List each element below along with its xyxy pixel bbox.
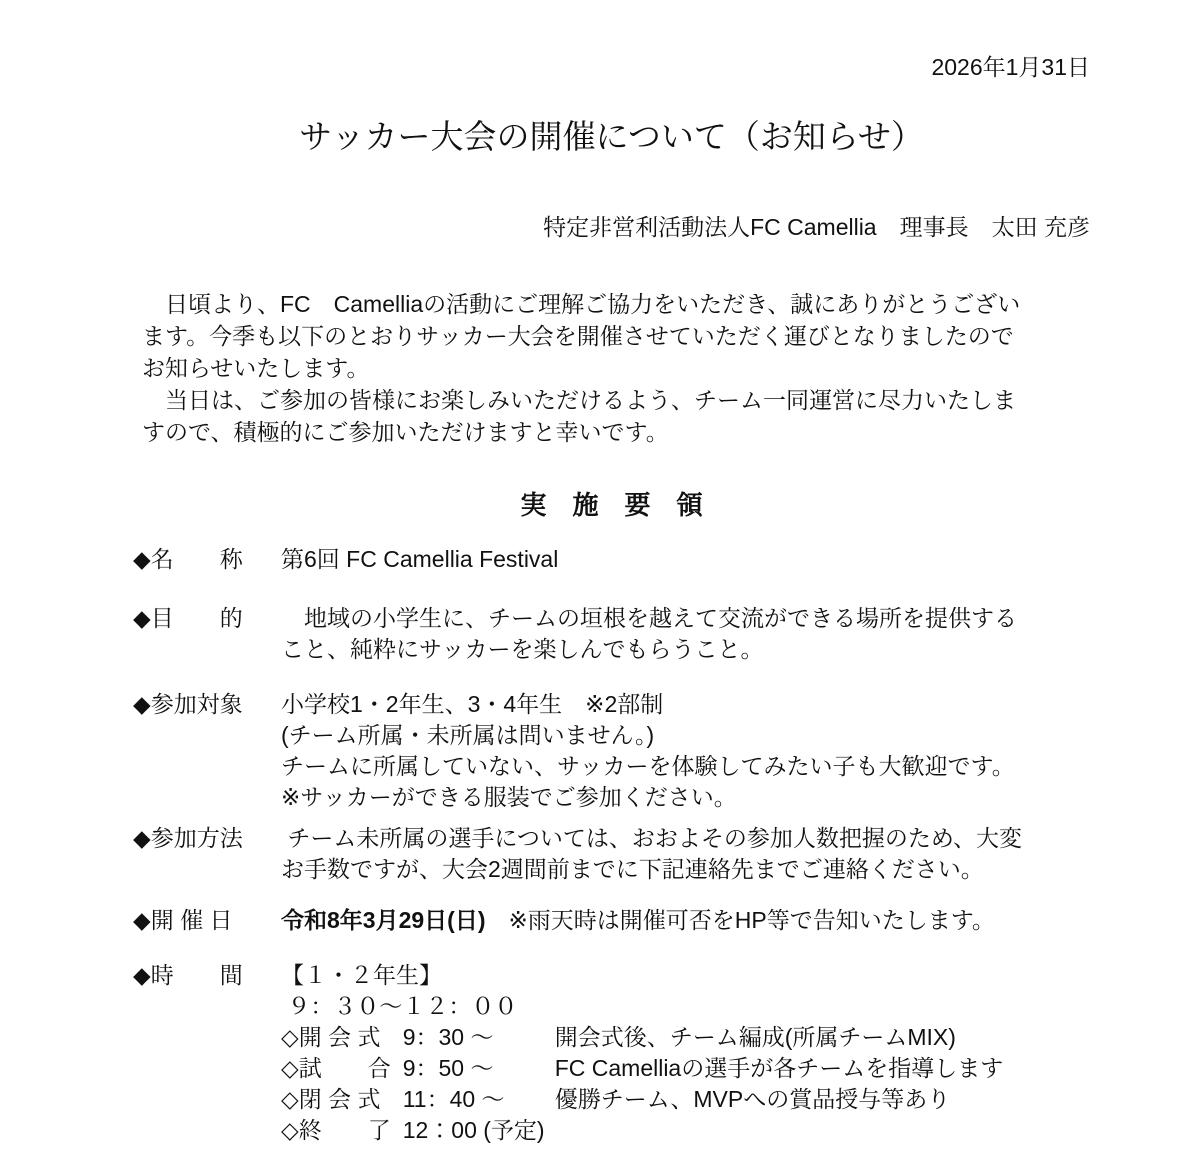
schedule-time: 12：00 (予定) bbox=[402, 1117, 545, 1143]
item-value-line: (チーム所属・未所属は問いません。) bbox=[281, 722, 655, 748]
item-value-line: 小学校1・2年生、3・4年生 ※2部制 bbox=[281, 691, 664, 717]
item-purpose bbox=[133, 603, 1090, 665]
document-date: 2026年1月31日 bbox=[931, 54, 1090, 80]
item-value-line: お手数ですが、大会2週間前までに下記連絡先までご連絡ください。 bbox=[281, 856, 984, 882]
paragraph-line: ます。今季も以下のとおりサッカー大会を開催させていただく運びとなりましたので bbox=[142, 323, 1014, 349]
item-event-date bbox=[133, 905, 1090, 936]
item-value bbox=[281, 544, 1090, 575]
time-range: ９：３０～１２：００ bbox=[281, 993, 518, 1019]
event-date-bold: 令和8年3月29日(日) bbox=[281, 907, 486, 933]
schedule-note: FC Camelliaの選手が各チームを指導します bbox=[554, 1055, 1004, 1081]
diamond-bullet-icon: ◆ bbox=[133, 691, 151, 717]
paragraph-line: すので、積極的にご参加いただけますと幸いです。 bbox=[142, 419, 669, 445]
schedule-row bbox=[281, 1115, 1090, 1146]
item-value-line bbox=[281, 905, 1090, 936]
schedule-time: 11：40 ～ bbox=[402, 1086, 505, 1112]
schedule-event: 開 会 式 bbox=[298, 1024, 381, 1050]
event-date-note: ※雨天時は開催可否をHP等で告知いたします。 bbox=[485, 907, 995, 933]
item-eligibility bbox=[133, 689, 1090, 813]
diamond-bullet-icon: ◆ bbox=[133, 962, 151, 988]
open-diamond-icon: ◇ bbox=[281, 1117, 299, 1143]
item-value-line: 地域の小学生に、チームの垣根を越えて交流ができる場所を提供する bbox=[281, 605, 1017, 631]
open-diamond-icon: ◇ bbox=[281, 1055, 299, 1081]
time-group-heading: 【１・２年生】 bbox=[281, 962, 442, 988]
outline-items bbox=[133, 544, 1090, 1146]
item-value-line: チーム未所属の選手については、おおよその参加人数把握のため、大変 bbox=[281, 825, 1023, 851]
item-label-text: 名 称 bbox=[150, 546, 243, 572]
item-value bbox=[281, 905, 1090, 936]
item-label-text: 目 的 bbox=[150, 605, 243, 631]
item-value-line: チームに所属していない、サッカーを体験してみたい子も大歓迎です。 bbox=[281, 753, 1015, 779]
schedule-row bbox=[281, 1053, 1090, 1084]
schedule-time: 9：50 ～ bbox=[402, 1055, 494, 1081]
item-value-line: 第6回 FC Camellia Festival bbox=[281, 546, 559, 572]
item-value bbox=[281, 960, 1090, 1146]
diamond-bullet-icon: ◆ bbox=[133, 907, 151, 933]
diamond-bullet-icon: ◆ bbox=[133, 605, 151, 631]
schedule-time: 9：30 ～ bbox=[402, 1024, 494, 1050]
item-value-line: ※サッカーができる服装でご参加ください。 bbox=[281, 784, 737, 810]
open-diamond-icon: ◇ bbox=[281, 1086, 299, 1112]
item-time bbox=[133, 960, 1090, 1146]
item-label-text: 時 間 bbox=[150, 962, 243, 988]
diamond-bullet-icon: ◆ bbox=[133, 825, 151, 851]
item-value bbox=[281, 689, 1090, 813]
author-line: 特定非営利活動法人FC Camellia 理事長 太田 充彦 bbox=[543, 214, 1090, 240]
schedule-note: 開会式後、チーム編成(所属チームMIX) bbox=[554, 1024, 956, 1050]
item-label bbox=[133, 603, 281, 665]
item-label bbox=[133, 960, 281, 1146]
item-name bbox=[133, 544, 1090, 575]
item-label bbox=[133, 823, 281, 885]
schedule-event: 終 了 bbox=[298, 1117, 391, 1143]
schedule-note: 優勝チーム、MVPへの賞品授与等あり bbox=[554, 1086, 951, 1112]
diamond-bullet-icon: ◆ bbox=[133, 546, 151, 572]
item-label-text: 開 催 日 bbox=[150, 907, 233, 933]
item-value-line: こと、純粋にサッカーを楽しんでもらうこと。 bbox=[281, 636, 764, 662]
page-title: サッカー大会の開催について（お知らせ） bbox=[299, 118, 924, 155]
item-label-text: 参加方法 bbox=[150, 825, 243, 851]
intro-paragraphs bbox=[133, 288, 1090, 448]
item-label bbox=[133, 905, 281, 936]
schedule-row bbox=[281, 1022, 1090, 1053]
paragraph-line: 日頃より、FC Camelliaの活動にご理解ご協力をいただき、誠にありがとうござい bbox=[142, 291, 1021, 317]
paragraph-line: お知らせいたします。 bbox=[142, 355, 370, 381]
schedule-event: 閉 会 式 bbox=[298, 1086, 381, 1112]
item-label bbox=[133, 544, 281, 575]
schedule-row bbox=[281, 1084, 1090, 1115]
paragraph-line: 当日は、ご参加の皆様にお楽しみいただけるよう、チーム一同運営に尽力いたしま bbox=[142, 387, 1016, 413]
item-label bbox=[133, 689, 281, 813]
item-how-to-join bbox=[133, 823, 1090, 885]
schedule-event: 試 合 bbox=[298, 1055, 391, 1081]
item-value bbox=[281, 603, 1090, 665]
open-diamond-icon: ◇ bbox=[281, 1024, 299, 1050]
item-label-text: 参加対象 bbox=[150, 691, 243, 717]
section-heading: 実 施 要 領 bbox=[520, 490, 703, 520]
item-value bbox=[281, 823, 1090, 885]
